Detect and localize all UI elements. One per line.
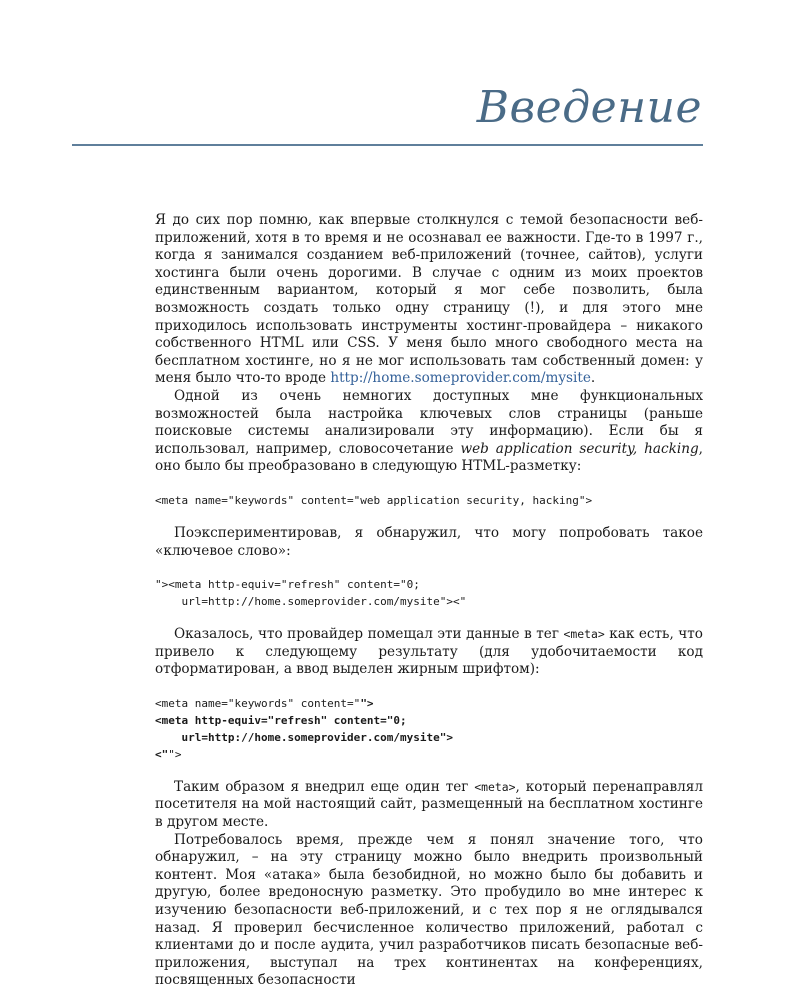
code-block-3 xyxy=(155,695,703,763)
paragraph-2-before: Одной из очень немногих доступных мне функциональных возможностей была настройка ключевых слов страницы (раньше поисковые системы анализировали эту информацию). Если бы я использовал, например, словосочетание xyxy=(155,387,703,457)
code-line-plain: <meta name="keywords" content=" xyxy=(155,696,361,710)
code-block-2 xyxy=(155,576,703,610)
paragraph-5 xyxy=(155,779,703,832)
code-line: url=http://home.someprovider.com/mysite"><" xyxy=(155,595,467,609)
paragraph-5-after: , который перенаправлял посетителя на мой настоящий сайт, размещенный на бесплатном хостинге в другом месте. xyxy=(155,778,704,831)
code-line: "><meta http-equiv="refresh" content="0; xyxy=(155,578,420,592)
paragraph-4-after: как есть, что привело к следующему результату (для удобочитаемости код отформатирован, а ввод выделен жирным шрифтом): xyxy=(155,626,703,678)
mysite-link[interactable]: http://home.someprovider.com/mysite xyxy=(330,370,591,387)
code-line-plain: "> xyxy=(168,747,182,761)
title-rule xyxy=(72,144,703,146)
paragraph-6: Потребовалось время, прежде чем я понял значение того, что обнаружил, – на эту страницу можно было внедрить произвольный контент. Моя «атака» была безобидной, но можно было бы добавить и другую, более вредоносную разметку. Это пробудило во мне интерес к изучению безопасности веб-приложений, и с тех пор я не оглядывался назад. Я проверил бесчисленное количество приложений, работал с клиентами до и после аудита, учил разработчиков писать безопасные веб-приложения, выступал на трех континентах на конференциях, посвященных безопасности xyxy=(155,831,703,989)
code-block-1 xyxy=(155,492,703,509)
paragraph-4-before: Оказалось, что провайдер помещал эти данные в тег xyxy=(174,626,559,643)
paragraph-1 xyxy=(155,212,703,388)
chapter-title: Введение xyxy=(476,82,702,133)
code-line-bold: "> xyxy=(360,696,374,710)
body-text xyxy=(155,212,703,990)
paragraph-3: Поэкспериментировав, я обнаружил, что могу попробовать такое «ключевое слово»: xyxy=(155,524,703,559)
paragraph-2-emphasis: web application security, hacking xyxy=(460,440,699,457)
inline-code-meta: <meta> xyxy=(474,779,516,794)
paragraph-5-before: Таким образом я внедрил еще один тег xyxy=(174,778,469,795)
paragraph-1-tail: . xyxy=(590,370,596,387)
inline-code-meta: <meta> xyxy=(563,627,605,642)
code-line-bold: <meta http-equiv="refresh" content="0; xyxy=(155,713,407,727)
paragraph-4 xyxy=(155,626,703,679)
code-line: <meta name="keywords" content="web application security, hacking"> xyxy=(155,493,593,507)
paragraph-2-after: , оно было бы преобразовано в следующую HTML-разметку: xyxy=(155,440,703,475)
code-line-bold: <" xyxy=(155,747,169,761)
paragraph-2 xyxy=(155,388,703,476)
code-line-bold: url=http://home.someprovider.com/mysite"> xyxy=(155,730,454,744)
paragraph-1-text: Я до сих пор помню, как впервые столкнулся с темой безопасности веб-приложений, хотя в то время и не осознавал ее важности. Где-то в 1997 г., когда я занимался созданием веб-приложений (точнее, сайтов), услуги хостинга были очень дорогими. В случае с одним из моих проектов единственным вариантом, который я мог себе позволить, была возможность создать только одну страницу (!), и для этого мне приходилось использовать инструменты хостинг-провайдера – никакого собственного HTML или CSS. У меня было много свободного места на бесплатном хостинге, но я не мог использовать там собственный домен: у меня было что-то вроде xyxy=(155,212,703,387)
